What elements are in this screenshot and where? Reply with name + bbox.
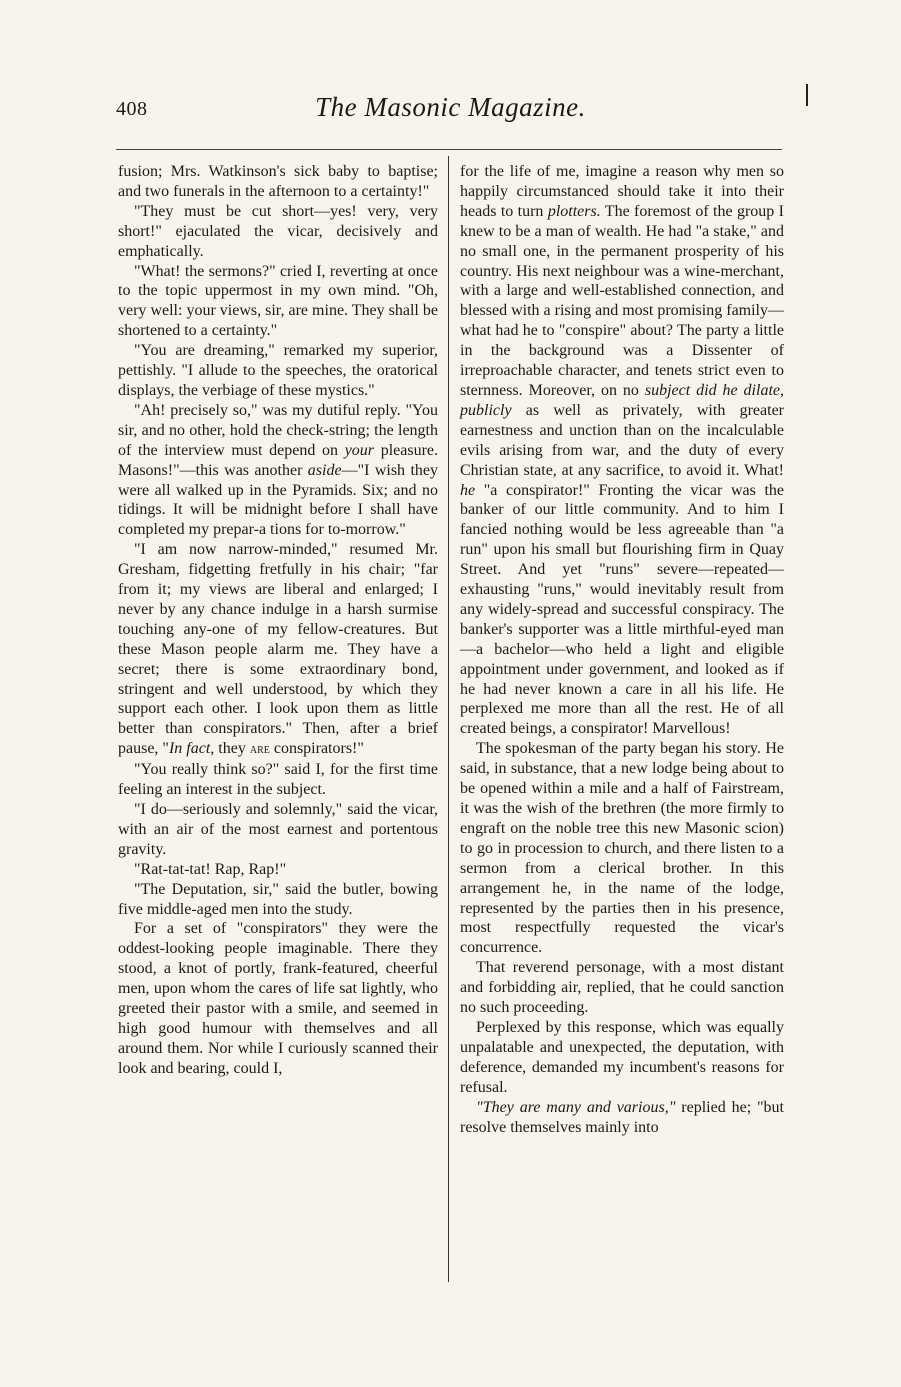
paragraph: For a set of "conspirators" they were the oddest-looking people imaginable. There they stood, a knot of portly, frank-featured, cheerful men, upon whom the cares of life sat lightly, who greeted their pastor with a smile, and seemed in high good humour with themselves and all around them. Nor while I curiously scanned their look and bearing, could I, xyxy=(118,920,438,1077)
running-title: The Masonic Magazine. xyxy=(315,92,586,122)
paragraph: fusion; Mrs. Watkinson's sick baby to baptise; and two funerals in the afternoon to a certainty!" xyxy=(118,163,438,200)
text-run: as well as privately, with greater earnestness and unction than on the incalculable evils arising from war, and the duty of every Christian state, at any sacrifice, to avoid it. What! xyxy=(460,401,784,479)
text-run: The foremost of the group I knew to be a man of wealth. He had "a stake," and no small one, in the permanent prosperity of his country. His next neighbour was a wine-merchant, with a large and well-established connection, and blessed with a rising and most promising family—what had he to "conspire" about? The party a little in the background was a Dissenter of irreproachable character, and tenets strict even to sternness. Moreover, on no xyxy=(460,202,784,399)
italic-run: "They are many and various," xyxy=(476,1098,676,1116)
text-run: —"I wish they were all walked up in the Pyramids. Six; and no tidings. It will be midnight before I shall have completed my prepar-a tions for to-morrow." xyxy=(118,461,438,539)
page-number: 408 xyxy=(116,98,148,120)
paragraph: "They must be cut short—yes! very, very short!" ejaculated the vicar, decisively and emphatically. xyxy=(118,202,438,260)
italic-run: your xyxy=(344,441,375,459)
left-column xyxy=(118,162,438,1079)
italic-run: plotters. xyxy=(547,202,601,220)
paragraph: "What! the sermons?" cried I, reverting at once to the topic uppermost in my own mind. "Oh, very well: your views, sir, are mine. They shall be shortened to a certainty." xyxy=(118,262,438,340)
paragraph: "I do—seriously and solemnly," said the vicar, with an air of the most earnest and portentous gravity. xyxy=(118,801,438,858)
margin-mark xyxy=(806,84,808,106)
paragraph xyxy=(118,540,438,760)
paragraph: "The Deputation, sir," said the butler, bowing five middle-aged men into the study. xyxy=(118,880,438,918)
small-caps-run: are xyxy=(249,742,270,758)
italic-run: aside xyxy=(307,461,342,479)
text-run: "a conspirator!" Fronting the vicar was the banker of our little community. And to him I fancied nothing would be less agreeable than "a run" upon his small but flourishing firm in Quay Street. And yet "runs" severe—repeated—exhausting "runs," would inevitably result from any widely-spread and successful conspiracy. The banker's supporter was a little mirthful-eyed man—a bachelor—who held a light and eligible appointment under government, and looked as if he had never known a care in all his life. He perplexed me more than all the rest. He of all created beings, a conspirator! Marvellous! xyxy=(460,481,784,738)
paragraph: "Rat-tat-tat! Rap, Rap!" xyxy=(134,860,287,878)
italic-run: subject did he dilate, publicly xyxy=(460,381,784,419)
paragraph xyxy=(460,1098,784,1138)
text-run: "I am now narrow-minded," resumed Mr. Gresham, fidgetting fretfully in his chair; "far from it; my views are liberal and enlarged; I never by any chance indulge in a harsh surmise touching any-one of my fellow-creatures. But these Mason people alarm me. They have a secret; there is some extraordinary bond, stringent and well understood, by which they support each other. I look upon them as little better than conspirators." Then, after a brief pause, " xyxy=(118,541,438,758)
paragraph: "You are dreaming," remarked my superior, pettishly. "I allude to the speeches, the oratorical displays, the verbiage of these mystics." xyxy=(118,342,438,399)
text-run: they xyxy=(214,740,250,758)
paragraph xyxy=(460,162,784,739)
paragraph: Perplexed by this response, which was equally unpalatable and unexpected, the deputation, with deference, demanded my incumbent's reasons for refusal. xyxy=(460,1018,784,1096)
column-divider xyxy=(448,156,449,1282)
paragraph xyxy=(118,401,438,540)
text-run: for the life of me, imagine a reason why men so happily circumstanced should take it into their heads to turn xyxy=(460,163,784,220)
header-rule xyxy=(116,149,782,150)
right-column xyxy=(460,162,784,1137)
text-run: pleasure. Masons!"—this was another xyxy=(118,441,438,479)
paragraph: "You really think so?" said I, for the first time feeling an interest in the subject. xyxy=(118,761,438,799)
italic-run: In fact, xyxy=(168,740,215,758)
italic-run: he xyxy=(460,481,476,499)
paragraph: The spokesman of the party began his story. He said, in substance, that a new lodge being about to be opened within a mile and a half of Fairstream, it was the wish of the brethren (the more firmly to engraft on the noble tree this new Masonic scion) to go in procession to church, and there listen to a sermon from a clerical brother. In this arrangement he, in the name of the lodge, represented by the parties then in his presence, most respectfully requested the vicar's concurrence. xyxy=(460,740,784,957)
text-run: conspirators!" xyxy=(269,740,364,758)
text-run: replied he; "but resolve themselves mainly into xyxy=(460,1098,784,1136)
paragraph: That reverend personage, with a most distant and forbidding air, replied, that he could sanction no such proceeding. xyxy=(460,959,784,1017)
text-run: "Ah! precisely so," was my dutiful reply. "You sir, and no other, hold the check-string; the length of the interview must depend on xyxy=(118,401,438,459)
